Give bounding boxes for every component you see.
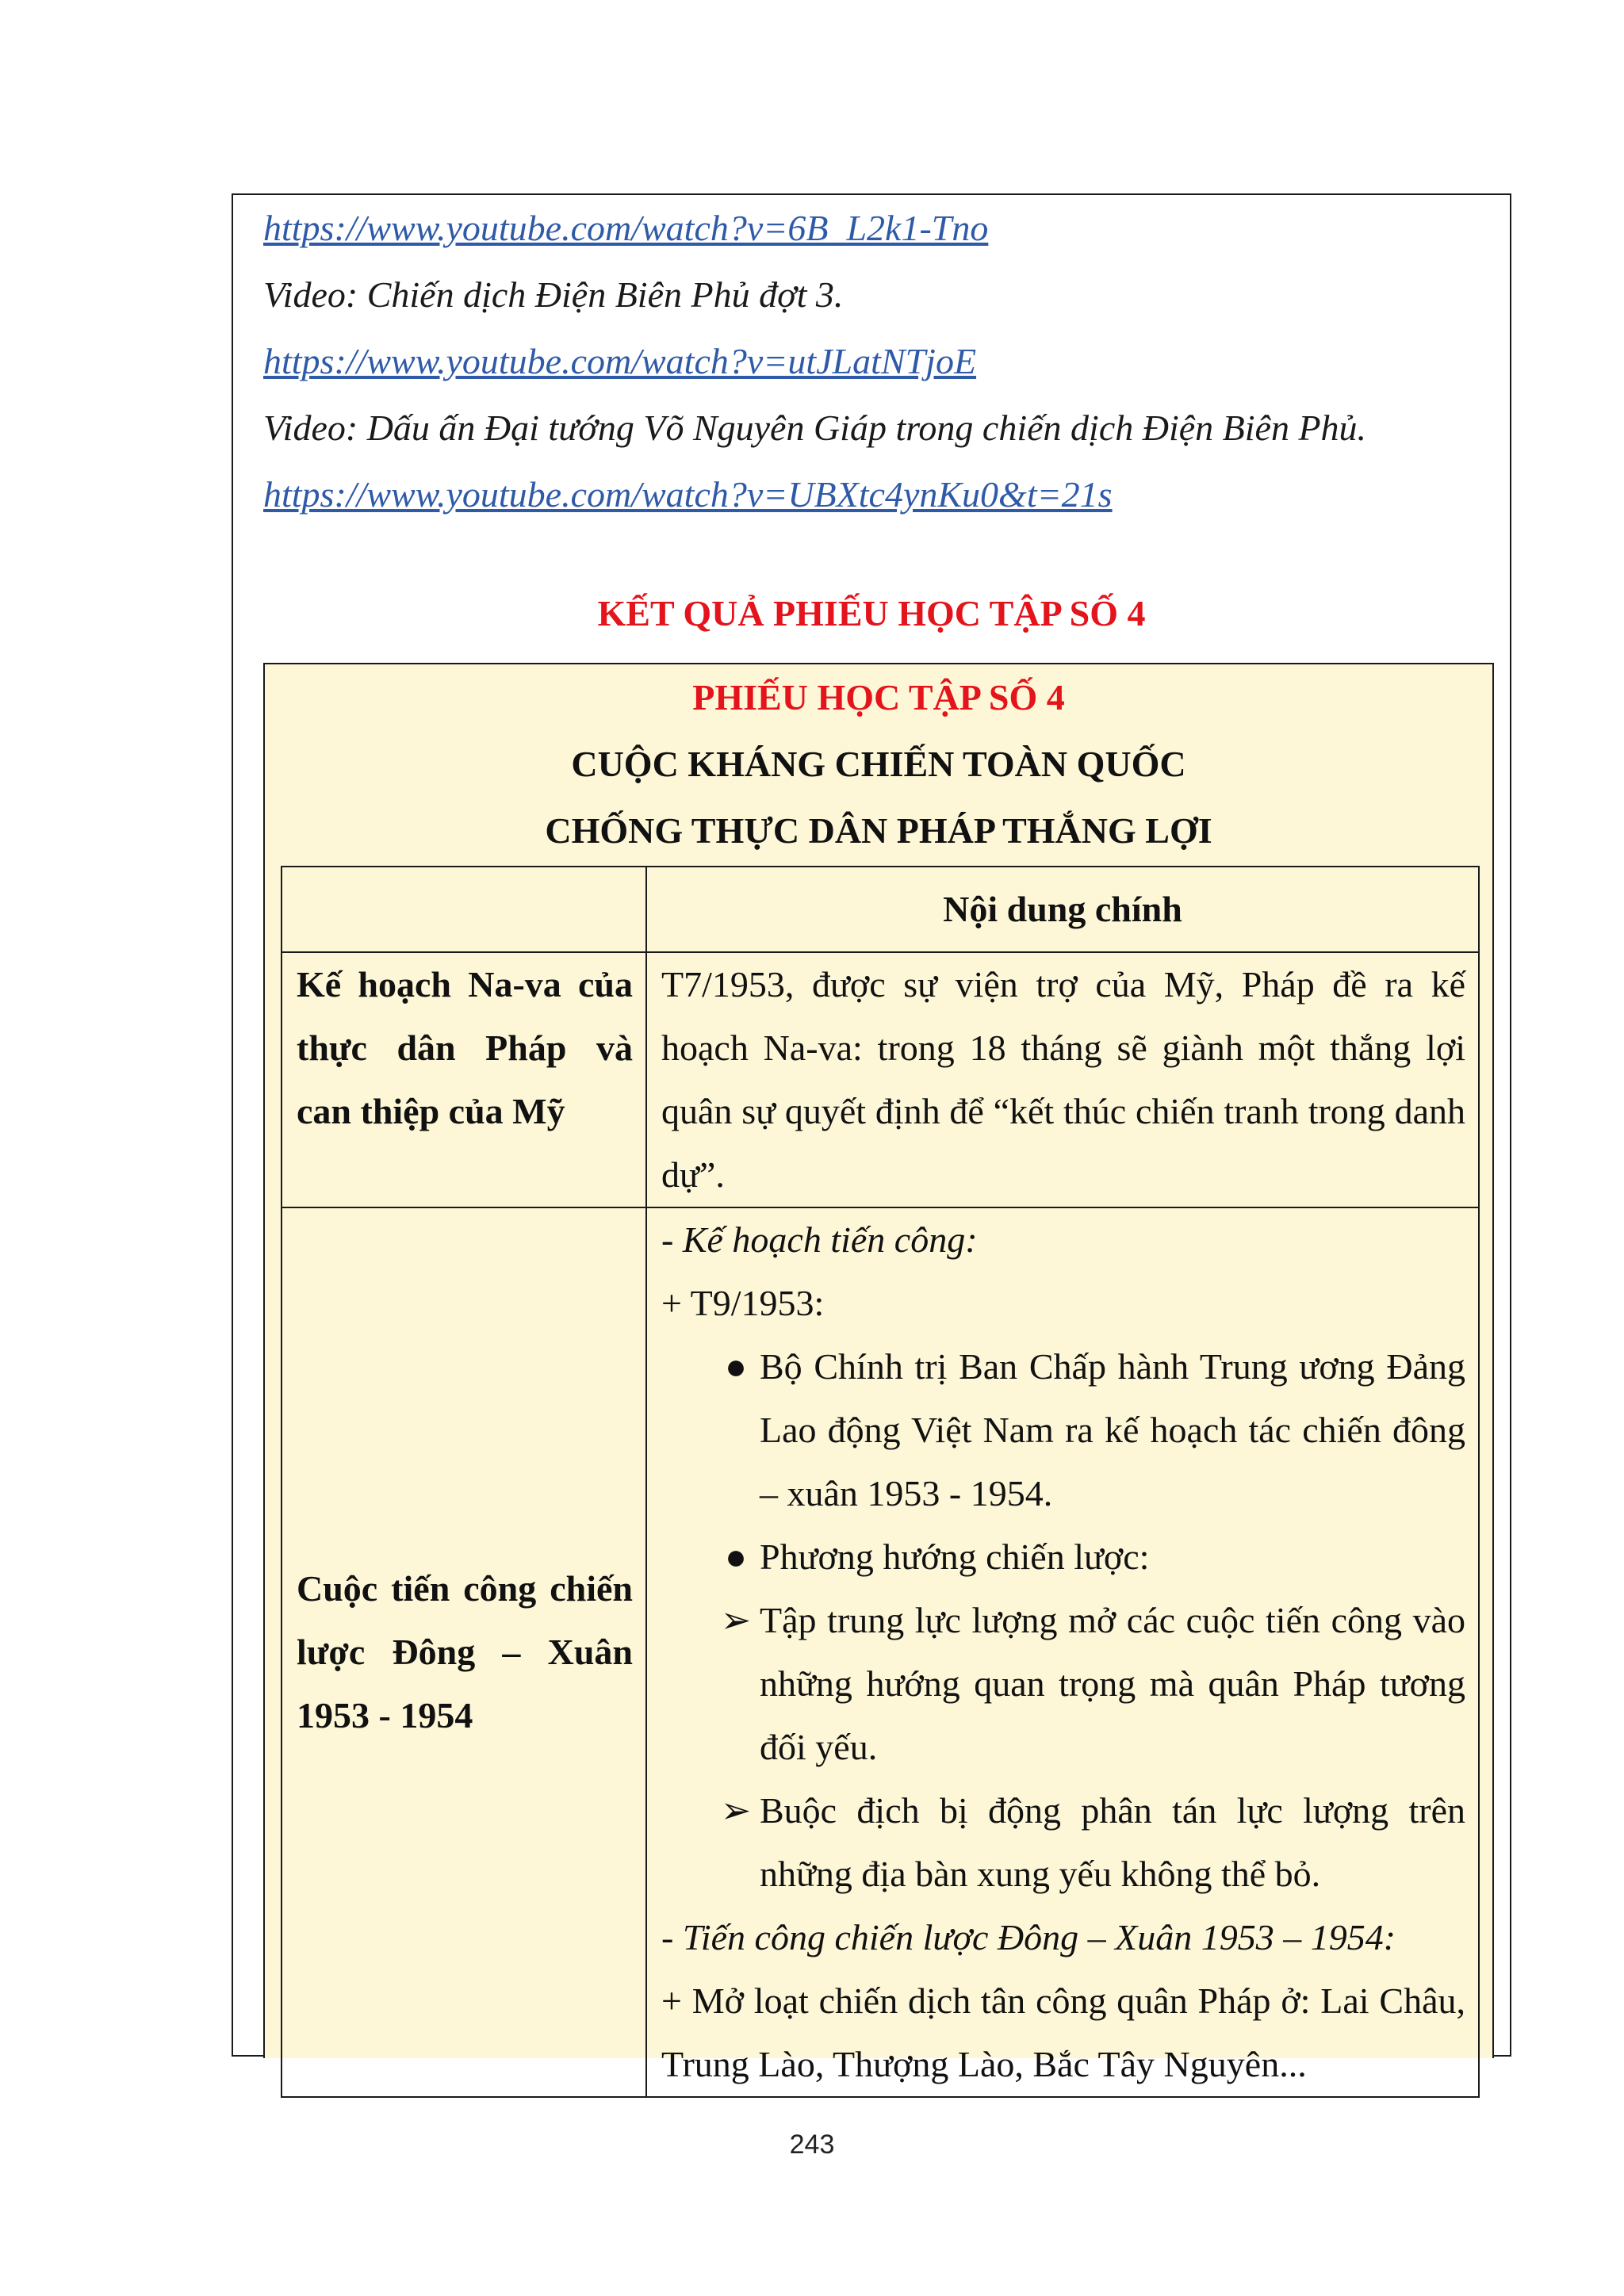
page-number: 243 [789, 2130, 835, 2160]
arrow-bullet-icon: ➢ [720, 1790, 752, 1831]
list-item: ➢ Tập trung lực lượng mở các cuộc tiến công vào những hướng quan trọng mà quân Pháp tương đối yếu. [661, 1589, 1465, 1779]
header-cell-empty [282, 867, 646, 952]
row-label-winter-spring-offensive: Cuộc tiến công chiến lược Đông – Xuân 1953 - 1954 [282, 1207, 646, 2097]
worksheet-subtitle-2: CHỐNG THỰC DÂN PHÁP THẮNG LỢI [545, 810, 1212, 851]
worksheet-subtitle-1: CUỘC KHÁNG CHIẾN TOÀN QUỐC [571, 744, 1186, 784]
table-row [282, 952, 1479, 1207]
video-links-section [263, 195, 1484, 528]
offensive-text: + Mở loạt chiến dịch tân công quân Pháp ở: Lai Châu, Trung Lào, Thượng Lào, Bắc Tây Nguyên... [661, 1980, 1465, 2084]
row-label-navarre-plan: Kế hoạch Na-va của thực dân Pháp và can thiệp của Mỹ [282, 952, 646, 1207]
video-link-2[interactable]: https://www.youtube.com/watch?v=utJLatNTjoE [263, 341, 977, 381]
list-item: ● Phương hướng chiến lược: [661, 1525, 1465, 1589]
plan-heading: - Kế hoạch tiến công: [661, 1219, 978, 1260]
header-cell-main-content: Nội dung chính [646, 867, 1479, 952]
row-content-winter-spring-offensive [646, 1207, 1479, 2097]
video-link-3[interactable]: https://www.youtube.com/watch?v=UBXtc4ynKu0&t=21s [263, 474, 1113, 515]
result-title: KẾT QUẢ PHIẾU HỌC TẬP SỐ 4 [597, 593, 1146, 633]
video-caption-1: Video: Chiến dịch Điện Biên Phủ đợt 3. [263, 274, 844, 315]
offensive-heading: - Tiến công chiến lược Đông – Xuân 1953 – 1954: [661, 1917, 1396, 1957]
bullet-dot-icon: ● [725, 1536, 747, 1577]
page-frame [232, 193, 1511, 2084]
list-item: ● Bộ Chính trị Ban Chấp hành Trung ương Đảng Lao động Việt Nam ra kế hoạch tác chiến đông – xuân 1953 - 1954. [661, 1335, 1465, 1525]
video-link-1[interactable]: https://www.youtube.com/watch?v=6B_L2k1-Tno [263, 208, 989, 248]
video-caption-2: Video: Dấu ấn Đại tướng Võ Nguyên Giáp trong chiến dịch Điện Biên Phủ. [263, 408, 1367, 448]
worksheet-title: PHIẾU HỌC TẬP SỐ 4 [692, 677, 1065, 718]
worksheet-box [263, 663, 1494, 2084]
content-table [281, 866, 1480, 2098]
row-content-navarre-plan: T7/1953, được sự viện trợ của Mỹ, Pháp đề ra kế hoạch Na-va: trong 18 tháng sẽ giành một thắng lợi quân sự quyết định để “kết thúc chiến tranh trong danh dự”. [646, 952, 1479, 1207]
t9-label: + T9/1953: [661, 1283, 825, 1323]
table-header-row [282, 867, 1479, 952]
bullet-dot-icon: ● [725, 1346, 747, 1387]
arrow-bullet-icon: ➢ [720, 1600, 752, 1640]
worksheet-header [265, 664, 1492, 864]
list-item: ➢ Buộc địch bị động phân tán lực lượng trên những địa bàn xung yếu không thể bỏ. [661, 1779, 1465, 1906]
table-row [282, 1207, 1479, 2097]
